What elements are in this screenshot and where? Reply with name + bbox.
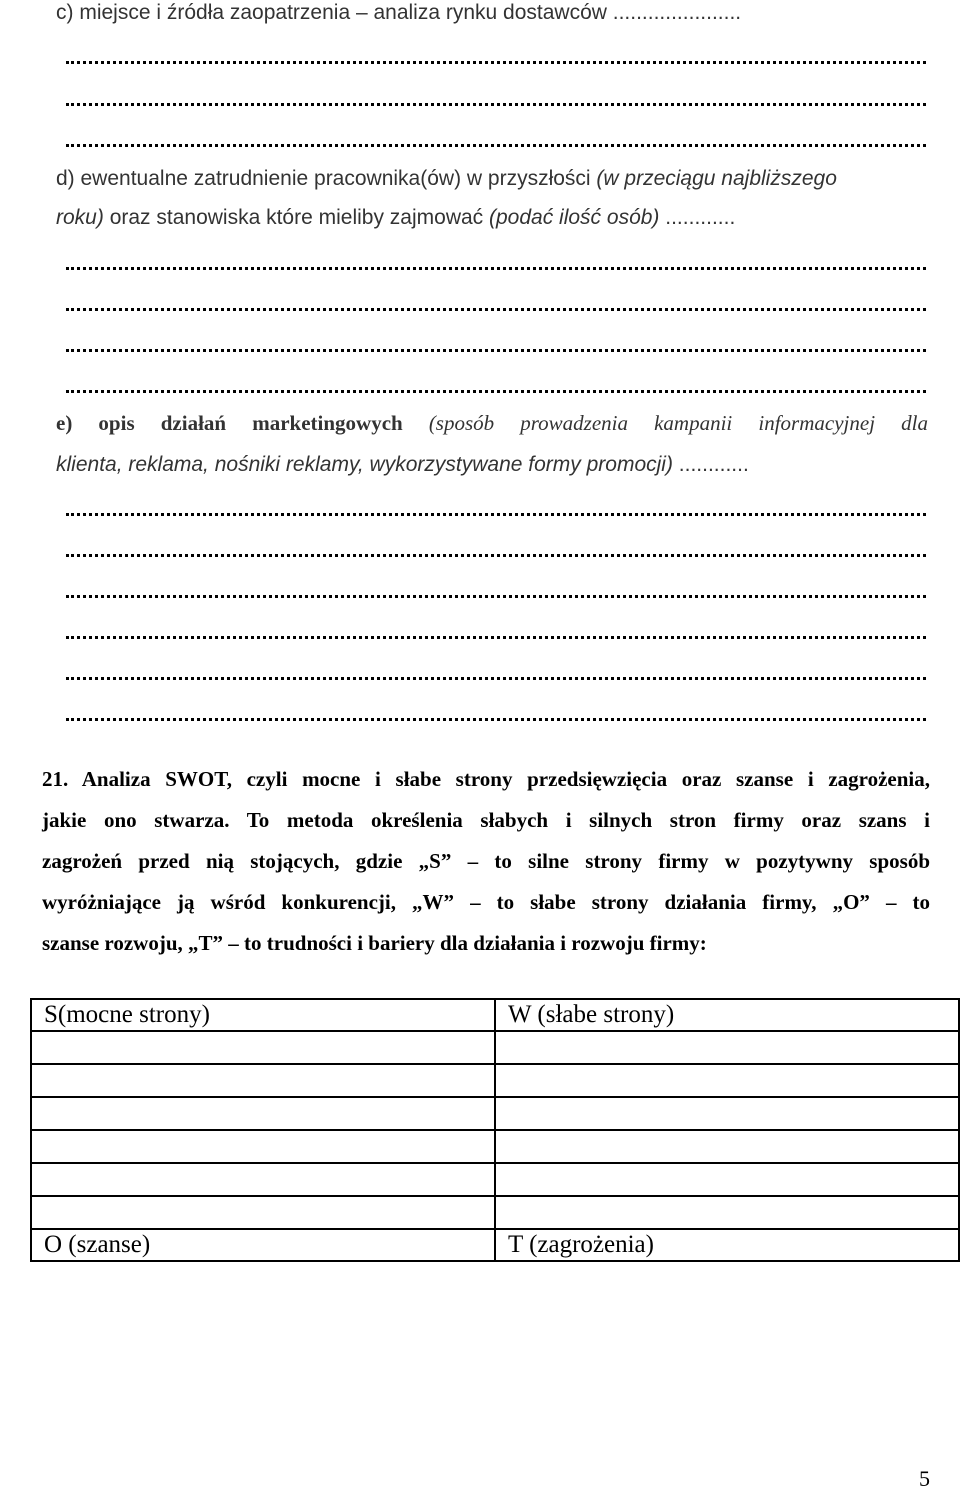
answer-line: [66, 633, 926, 639]
strengths-header: S(mocne strony): [31, 999, 495, 1031]
weaknesses-cell[interactable]: [495, 1097, 959, 1130]
threats-header: T (zagrożenia): [495, 1229, 959, 1261]
weaknesses-cell[interactable]: [495, 1130, 959, 1163]
answer-line: [66, 674, 926, 680]
section-e-heading-line1: e) opis działań marketingowych (sposób prowadzenia kampanii informacyjnej dla: [56, 411, 928, 435]
answer-line: [66, 551, 926, 557]
weaknesses-cell[interactable]: [495, 1163, 959, 1196]
strengths-cell[interactable]: [31, 1031, 495, 1064]
weaknesses-cell[interactable]: [495, 1064, 959, 1097]
answer-line: [66, 510, 926, 516]
swot-intro-line3: zagrożeń przed nią stojących, gdzie „S” – to silne strony firmy w pozytywny sposób: [42, 849, 930, 873]
answer-line: [66, 100, 926, 106]
strengths-cell[interactable]: [31, 1163, 495, 1196]
strengths-cell[interactable]: [31, 1064, 495, 1097]
answer-line: [66, 346, 926, 352]
page-number: 5: [919, 1466, 930, 1491]
section-d-heading-line2: roku) oraz stanowiska które mieliby zajmować (podać ilość osób) ............: [56, 206, 736, 229]
swot-intro-line1: 21. Analiza SWOT, czyli mocne i słabe strony przedsięwzięcia oraz szanse i zagrożenia,: [42, 767, 930, 791]
section-d-heading-line1: d) ewentualne zatrudnienie pracownika(ów) w przyszłości (w przeciągu najbliższego: [56, 167, 837, 190]
section-e-heading-line2: klienta, reklama, nośniki reklamy, wykorzystywane formy promocji) ............: [56, 453, 749, 476]
strengths-cell[interactable]: [31, 1196, 495, 1229]
answer-line: [66, 141, 926, 147]
strengths-cell[interactable]: [31, 1097, 495, 1130]
answer-line: [66, 387, 926, 393]
weaknesses-cell[interactable]: [495, 1031, 959, 1064]
answer-line: [66, 264, 926, 270]
answer-line: [66, 715, 926, 721]
swot-intro-line5: szanse rozwoju, „T” – to trudności i bariery dla działania i rozwoju firmy:: [42, 931, 707, 955]
answer-line: [66, 305, 926, 311]
swot-table: [30, 998, 960, 1262]
opportunities-header: O (szanse): [31, 1229, 495, 1261]
weaknesses-cell[interactable]: [495, 1196, 959, 1229]
swot-intro-line4: wyróżniające ją wśród konkurencji, „W” – to słabe strony działania firmy, „O” – to: [42, 890, 930, 914]
answer-line: [66, 592, 926, 598]
answer-line: [66, 58, 926, 64]
strengths-cell[interactable]: [31, 1130, 495, 1163]
weaknesses-header: W (słabe strony): [495, 999, 959, 1031]
section-c-heading: c) miejsce i źródła zaopatrzenia – analiza rynku dostawców ......................: [56, 1, 742, 24]
swot-intro-line2: jakie ono stwarza. To metoda określenia słabych i silnych stron firmy oraz szans i: [42, 808, 930, 832]
